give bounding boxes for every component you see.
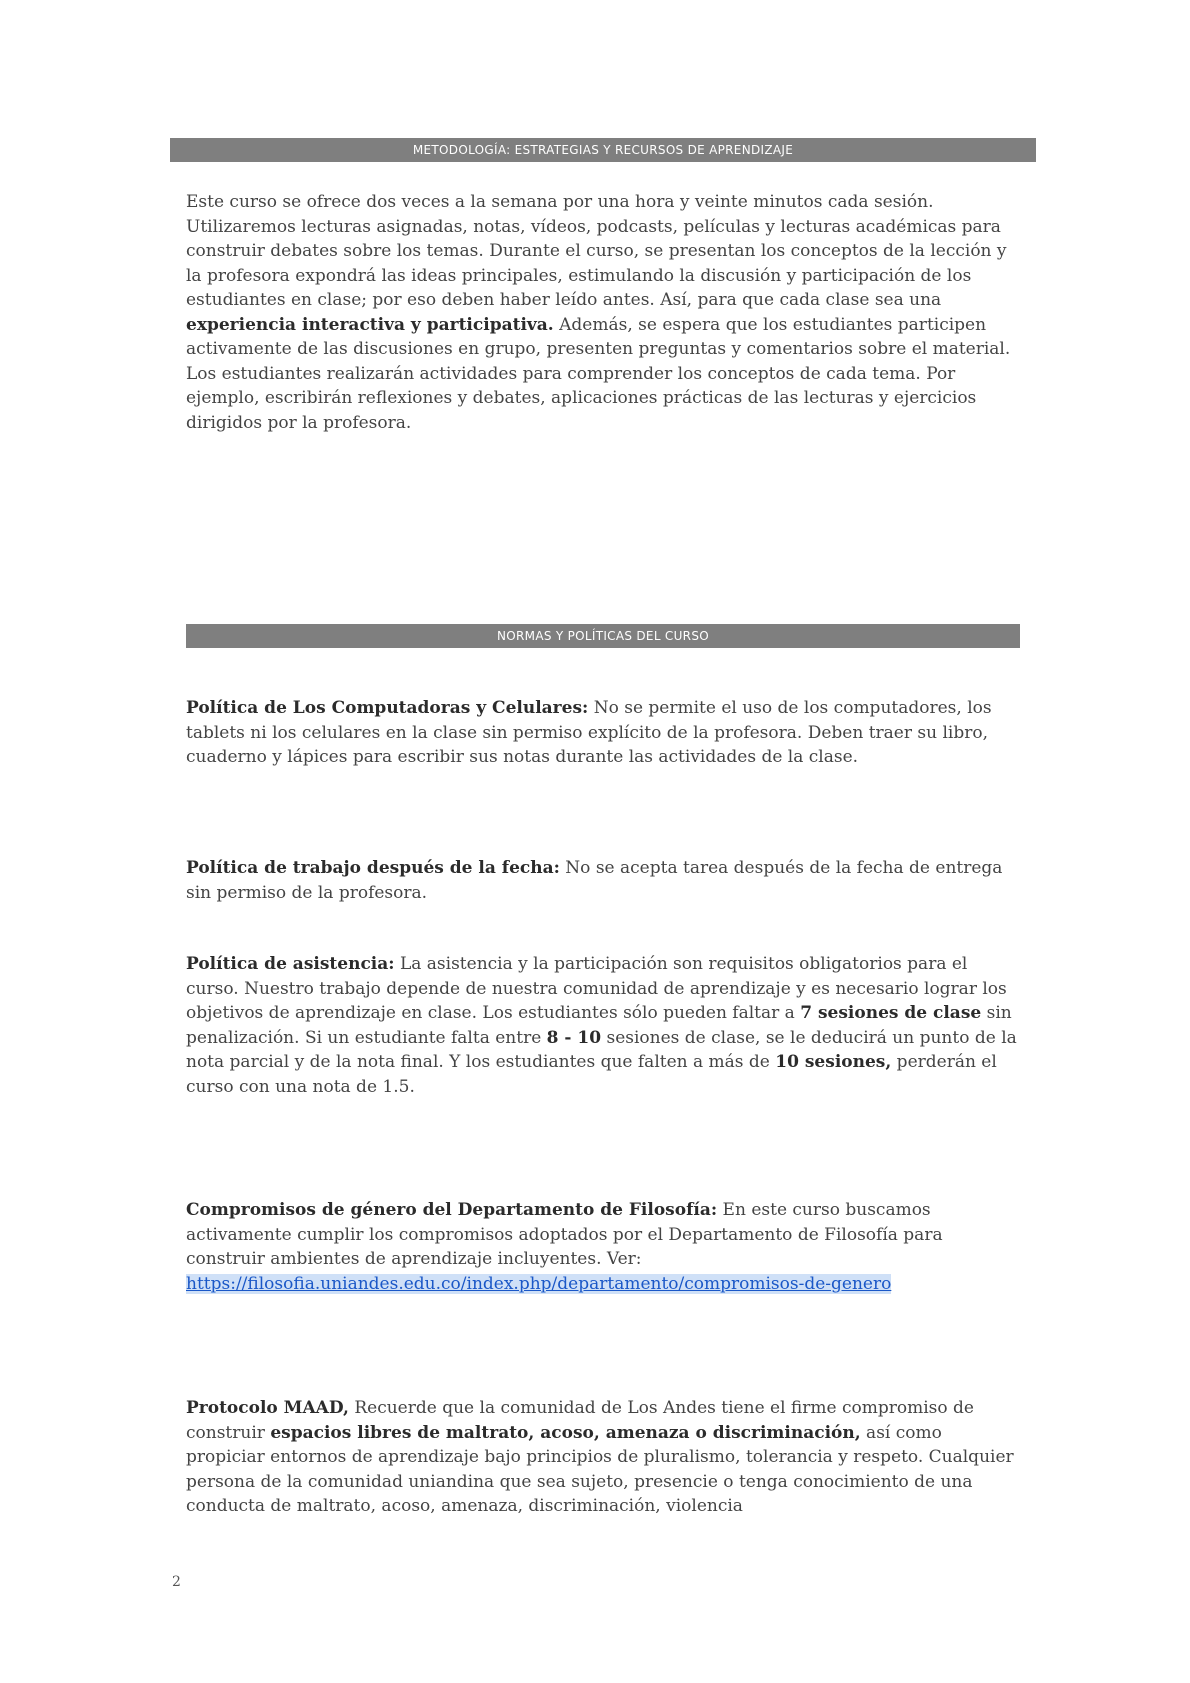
gender-commitments-link[interactable]: https://filosofia.uniandes.edu.co/index.php/departamento/compromisos-de-genero — [186, 1273, 892, 1294]
attendance-policy-title: Política de asistencia: — [186, 954, 395, 974]
methodology-text-2: Además, se espera que los estudiantes participen activamente de las discusiones en grupo, presenten preguntas y comentarios sobre el material. Los estudiantes realizarán actividades para comprender los conceptos de cada tema. Por ejemplo, escribirán reflexiones y debates, aplicaciones prácticas de las lecturas y ejercicios dirigidos por la profesora. — [186, 314, 1011, 433]
gender-commitments-title: Compromisos de género del Departamento de Filosofía: — [186, 1200, 718, 1220]
attendance-text-4: perderán el curso con una nota de 1.5. — [186, 1052, 997, 1097]
late-work-policy-text: No se acepta tarea después de la fecha de entrega sin permiso de la profesora. — [186, 858, 1003, 903]
attendance-text-1: La asistencia y la participación son requisitos obligatorios para el curso. Nuestro trabajo depende de nuestra comunidad de aprendizaje y es necesario lograr los objetivos de aprendizaje en clase. Los estudiantes sólo pueden faltar a — [186, 954, 1007, 1023]
attendance-text-3: sesiones de clase, se le deducirá un punto de la nota parcial y de la nota final. Y los estudiantes que falten a más de — [186, 1027, 1017, 1072]
methodology-emphasis: experiencia interactiva y participativa. — [186, 314, 554, 335]
methodology-section-heading: METODOLOGÍA: ESTRATEGIAS Y RECURSOS DE APRENDIZAJE — [170, 138, 1036, 162]
maad-protocol-text-1: Recuerde que la comunidad de Los Andes tiene el firme compromiso de construir — [186, 1398, 974, 1443]
methodology-text-1: Este curso se ofrece dos veces a la semana por una hora y veinte minutos cada sesión. Utilizaremos lecturas asignadas, notas, vídeos, podcasts, películas y lecturas académicas para construir debates sobre los temas. Durante el curso, se presentan los conceptos de la lección y la profesora expondrá las ideas principales, estimulando la discusión y participación de los estudiantes en clase; por eso deben haber leído antes. Así, para que cada clase sea una — [186, 192, 1007, 310]
late-work-policy-paragraph — [186, 856, 1020, 905]
attendance-fail-threshold: 10 sesiones, — [775, 1052, 892, 1072]
attendance-deduction-range: 8 - 10 — [546, 1027, 602, 1048]
computers-policy-title: Política de Los Computadoras y Celulares: — [186, 698, 589, 718]
policies-section-heading: NORMAS Y POLÍTICAS DEL CURSO — [186, 624, 1020, 648]
maad-protocol-text-2: así como propiciar entornos de aprendizaje bajo principios de pluralismo, tolerancia y respeto. Cualquier persona de la comunidad uniandina que sea sujeto, presencie o tenga conocimiento de una conducta de maltrato, acoso, amenaza, discriminación, violencia — [186, 1422, 1014, 1516]
methodology-paragraph — [186, 190, 1020, 435]
attendance-text-2: sin penalización. Si un estudiante falta entre — [186, 1003, 1012, 1048]
maad-protocol-title: Protocolo MAAD, — [186, 1398, 349, 1418]
attendance-allowed-absences: 7 sesiones de clase — [800, 1003, 982, 1023]
computers-policy-text: No se permite el uso de los computadores, los tablets ni los celulares en la clase sin permiso explícito de la profesora. Deben traer su libro, cuaderno y lápices para escribir sus notas durante las actividades de la clase. — [186, 698, 992, 767]
gender-commitments-text: En este curso buscamos activamente cumplir los compromisos adoptados por el Departamento de Filosofía para construir ambientes de aprendizaje incluyentes. Ver: — [186, 1200, 943, 1269]
computers-policy-paragraph — [186, 696, 1020, 770]
maad-protocol-emphasis: espacios libres de maltrato, acoso, amenaza o discriminación, — [270, 1422, 861, 1443]
attendance-policy-paragraph — [186, 952, 1020, 1099]
gender-commitments-paragraph — [186, 1198, 1020, 1296]
maad-protocol-paragraph — [186, 1396, 1020, 1519]
page-number: 2 — [172, 1574, 181, 1590]
late-work-policy-title: Política de trabajo después de la fecha: — [186, 858, 560, 878]
